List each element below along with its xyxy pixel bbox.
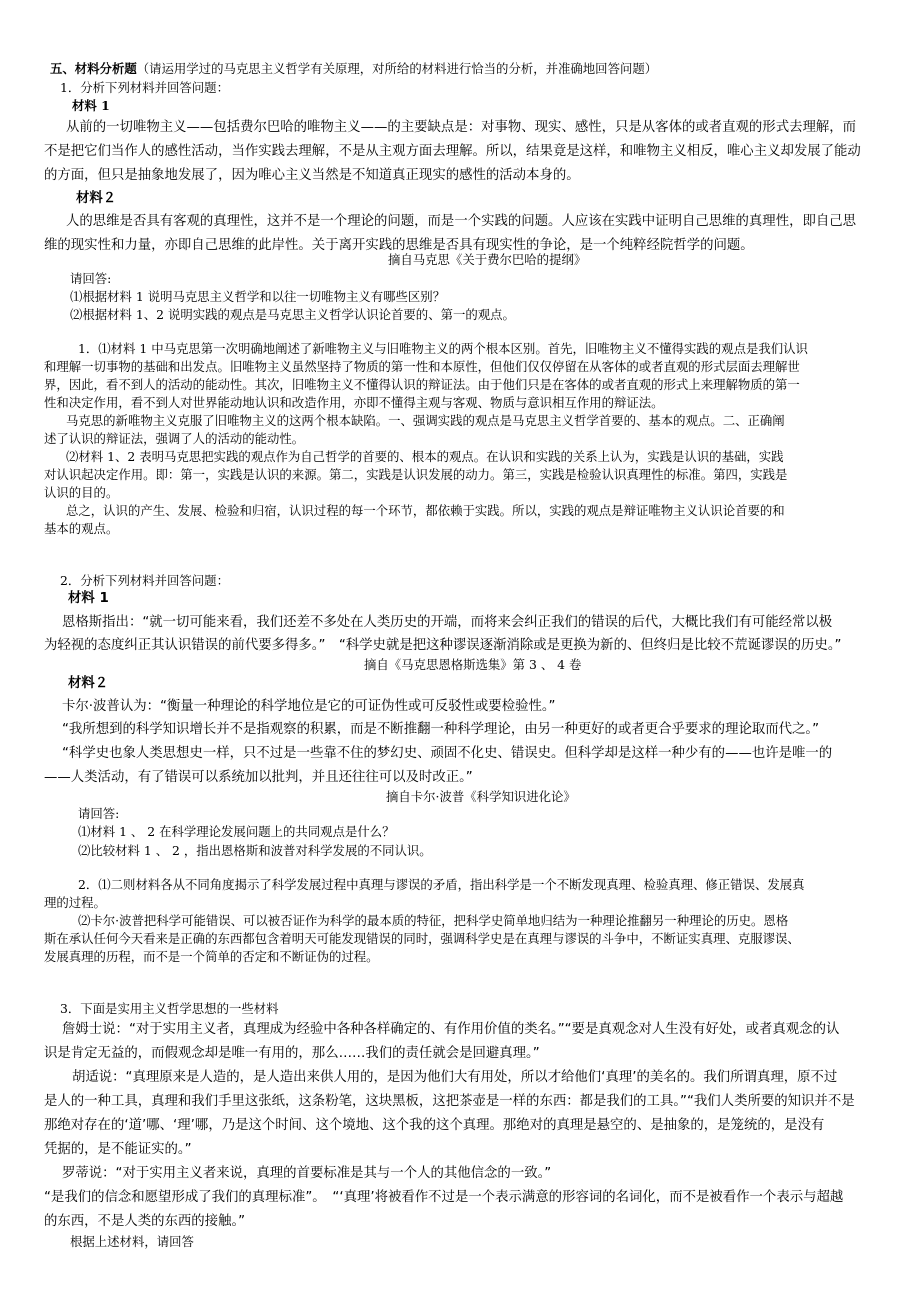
q1-prompt: 1．分析下列材料并回答问题： (60, 80, 229, 95)
q2-material-1-label: 材料 1 (68, 591, 109, 606)
q1-answer-line: 述了认识的辩证法，强调了人的活动的能动性。 (44, 431, 305, 446)
q2-source-1: 摘自《马克思恩格斯选集》第 3 、 4 卷 (364, 657, 582, 672)
q3-line: 詹姆士说：“对于实用主义者，真理成为经验中各种各样确定的、有作用价值的类名。”“要是真观念对人生没有好处，或者真观念的认 (62, 1022, 840, 1037)
q1-answer-line: 性和决定作用，看不到人对世界能动地认识和改造作用，亦即不懂得主观与客观、物质与意识相互作用的辩证法。 (44, 395, 664, 410)
q1-material-2-label: 材料２ (76, 191, 117, 206)
q1-answer-line: ⑵材料 1、2 表明马克思把实践的观点作为自己哲学的首要的、根本的观点。在认识和实践的关系上认为，实践是认识的基础，实践 (66, 449, 784, 464)
q1-question-b: ⑵根据材料 1、2 说明实践的观点是马克思主义哲学认识论首要的、第一的观点。 (70, 307, 515, 322)
q2-answer-line: 2．⑴二则材料各从不同角度揭示了科学发展过程中真理与谬误的矛盾，指出科学是一个不断发现真理、检验真理、修正错误、发展真 (78, 877, 805, 892)
q1-material-2-line: 人的思维是否具有客观的真理性，这并不是一个理论的问题，而是一个实践的问题。人应该在实践中证明自己思维的真理性，即自己思 (66, 214, 857, 229)
q2-material-2-line: “我所想到的科学知识增长并不是指观察的积累，而是不断推翻一种科学理论，由另一种更好的或者更合乎要求的理论取而代之。” (62, 722, 820, 737)
q2-question-a: ⑴材料 1 、 2 在科学理论发展问题上的共同观点是什么？ (78, 824, 395, 839)
q1-answer-line: 马克思的新唯物主义克服了旧唯物主义的这两个根本缺陷。一、强调实践的观点是马克思主义哲学首要的、基本的观点。二、正确阐 (66, 413, 785, 428)
q1-ask: 请回答: (70, 271, 112, 286)
q1-material-1-label: 材料 1 (72, 98, 110, 113)
q2-material-2-line: 卡尔·波普认为：“衡量一种理论的科学地位是它的可证伪性或可反驳性或要检验性。” (62, 699, 556, 714)
q1-answer-line: 总之，认识的产生、发展、检验和归宿，认识过程的每一个环节，都依赖于实践。所以，实践的观点是辩证唯物主义认识论首要的和 (66, 503, 785, 518)
section-title: 五、材料分析题 (50, 61, 137, 76)
q3-line: 凭据的，是不能证实的。” (44, 1142, 192, 1157)
q2-answer-line: 发展真理的历程，而不是一个简单的否定和不断证伪的过程。 (44, 949, 379, 964)
q1-answer-line: 对认识起决定作用。即：第一，实践是认识的来源。第二，实践是认识发展的动力。第三，实践是检验认识真理性的标准。第四，实践是 (44, 467, 788, 482)
q1-answer-line: 1．⑴材料 1 中马克思第一次明确地阐述了新唯物主义与旧唯物主义的两个根本区别。首先，旧唯物主义不懂得实践的观点是我们认识 (78, 341, 808, 356)
q3-line: 胡适说：“真理原来是人造的，是人造出来供人用的，是因为他们大有用处，所以才给他们‘真理’的美名的。我们所谓真理，原不过 (72, 1070, 838, 1085)
q2-material-2-line: ——人类活动，有了错误可以系统加以批判，并且还往往可以及时改正。” (44, 770, 473, 785)
q1-material-1-line: 从前的一切唯物主义——包括费尔巴哈的唯物主义——的主要缺点是：对事物、现实、感性，只是从客体的或者直观的形式去理解，而 (66, 120, 857, 135)
q2-material-1-line: 恩格斯指出：“就一切可能来看，我们还差不多处在人类历史的开端，而将来会纠正我们的错误的后代，大概比我们有可能经常以极 (62, 615, 833, 630)
q3-ask: 根据上述材料，请回答 (70, 1234, 194, 1249)
q1-answer-line: 和理解一切事物的基础和出发点。旧唯物主义虽然坚持了物质的第一性和本原性，但他们仅仅停留在从客体的或者直观的形式层面去理解世 (44, 359, 800, 374)
q1-answer-line: 基本的观点。 (44, 521, 119, 536)
q2-answer-line: 斯在承认任何今天看来是正确的东西都包含着明天可能发现错误的同时，强调科学史是在真理与谬误的斗争中，不断证实真理、克服谬误、 (44, 931, 800, 946)
q2-source-2: 摘自卡尔·波普《科学知识进化论》 (386, 789, 576, 804)
q3-line: 是人的一种工具，真理和我们手里这张纸，这条粉笔，这块黑板，这把茶壶是一样的东西：都是我们的工具。”“我们人类所要的知识并不是 (44, 1094, 855, 1109)
q1-material-1-line: 不是把它们当作人的感性活动，当作实践去理解，不是从主观方面去理解。所以，结果竟是这样，和唯物主义相反，唯心主义却发展了能动 (44, 144, 861, 159)
q1-answer-line: 界，因此，看不到人的活动的能动性。其次，旧唯物主义不懂得认识的辩证法。由于他们只是在客体的或者直观的形式上来理解物质的第一 (44, 377, 800, 392)
q1-material-2-line: 维的现实性和力量，亦即自己思维的此岸性。关于离开实践的思维是否具有现实性的争论，是一个纯粹经院哲学的问题。 (44, 238, 754, 253)
q1-question-a: ⑴根据材料 1 说明马克思主义哲学和以往一切唯物主义有哪些区别？ (70, 289, 446, 304)
section-heading (50, 60, 657, 78)
q2-question-b: ⑵比较材料 1 、 2 ，指出恩格斯和波普对科学发展的不同认识。 (78, 843, 432, 858)
q2-material-2-label: 材料２ (68, 676, 109, 691)
q2-ask: 请回答: (78, 806, 120, 821)
q1-source: 摘自马克思《关于费尔巴哈的提纲》 (388, 252, 587, 267)
q1-material-1-line: 的方面，但只是抽象地发展了，因为唯心主义当然是不知道真正现实的感性的活动本身的。 (44, 168, 580, 183)
q3-line: 的东西，不是人类的东西的接触。” (44, 1214, 246, 1229)
section-instruction: （请运用学过的马克思主义哲学有关原理，对所给的材料进行恰当的分析，并准确地回答问题） (136, 61, 658, 76)
q2-material-2-line: “科学史也象人类思想史一样，只不过是一些靠不住的梦幻史、顽固不化史、错误史。但科学却是这样一种少有的——也许是唯一的 (62, 746, 833, 761)
q3-prompt: 3．下面是实用主义哲学思想的一些材料 (60, 1001, 279, 1016)
q3-line: 识是肯定无益的，而假观念却是唯一有用的，那么……我们的责任就会是回避真理。” (44, 1046, 540, 1061)
q3-line: “是我们的信念和愿望形成了我们的真理标准”。 “‘真理’将被看作不过是一个表示满意的形容词的名词化，而不是被看作一个表示与超越 (44, 1190, 844, 1205)
q3-line: 那绝对存在的‘道’哪、‘理’哪，乃是这个时间、这个境地、这个我的这个真理。那绝对的真理是悬空的、是抽象的，是笼统的，是没有 (44, 1118, 825, 1133)
q2-prompt: 2．分析下列材料并回答问题： (60, 573, 229, 588)
q3-line: 罗蒂说：“对于实用主义者来说，真理的首要标准是其与一个人的其他信念的一致。” (62, 1166, 552, 1181)
q2-answer-line: ⑵卡尔·波普把科学可能错误、可以被否证作为科学的最本质的特征，把科学史简单地归结为一种理论推翻另一种理论的历史。恩格 (78, 913, 789, 928)
q1-answer-line: 认识的目的。 (44, 485, 119, 500)
q2-material-1-line: 为轻视的态度纠正其认识错误的前代要多得多。” “科学史就是把这种谬误逐渐消除或是更换为新的、但终归是比较不荒诞谬误的历史。” (44, 638, 842, 653)
q2-answer-line: 理的过程。 (44, 895, 106, 910)
